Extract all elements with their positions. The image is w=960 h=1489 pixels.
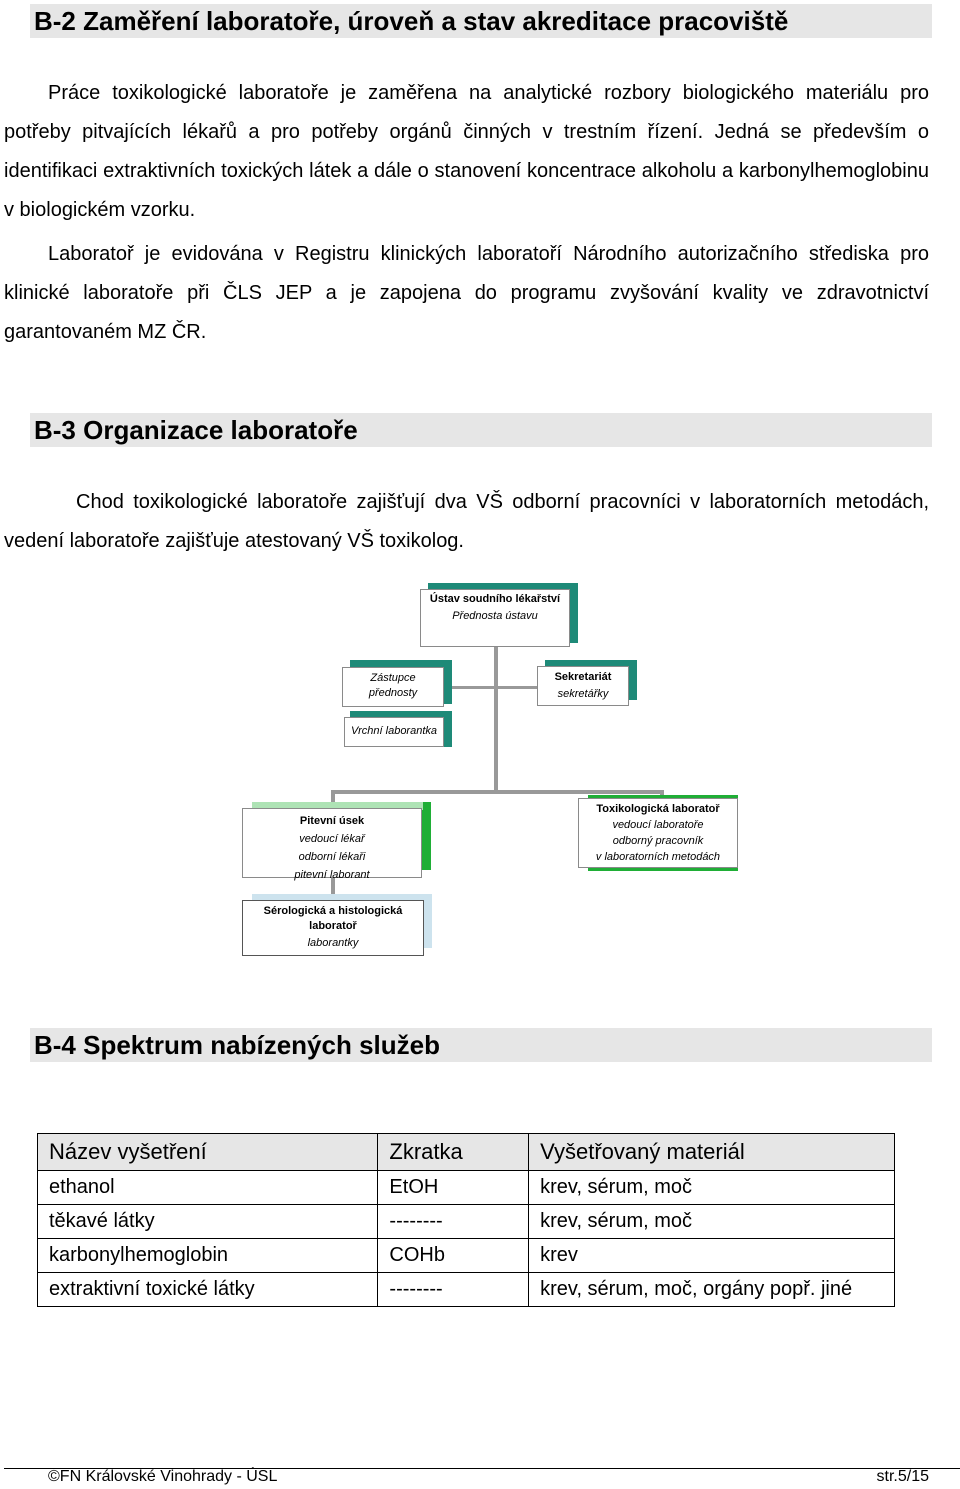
table-row xyxy=(38,1171,895,1205)
section-heading-b4: B-4 Spektrum nabízených služeb xyxy=(30,1028,932,1062)
paragraph-b2-1: Práce toxikologické laboratoře je zaměřena na analytické rozbory biologického materiálu pro potřeby pitvajících lékařů a pro potřeby orgánů činných v trestním řízení. Jedná se především o identifikaci extraktivních toxických látek a dále o stanovení koncentrace alkoholu a karbonylhemoglobinu v biologickém vzorku. xyxy=(4,82,929,221)
paragraph-b2-2: Laboratoř je evidována v Registru klinických laboratoří Národního autorizačního střediska pro klinické laboratoře při ČLS JEP a je zapojena do programu zvyšování kvality ve zdravotnictví garantovaném MZ ČR. xyxy=(4,243,929,343)
org-box-sekretariat: Sekretariát sekretářky xyxy=(537,666,629,706)
org-box-ustav: Ústav soudního lékařství Přednosta ústavu xyxy=(420,589,570,647)
org-box-vrchni: Vrchní laborantka xyxy=(344,717,444,747)
table-cell: -------- xyxy=(378,1273,529,1307)
table-cell: krev xyxy=(529,1239,895,1273)
table-cell: krev, sérum, moč, orgány popř. jiné xyxy=(529,1273,895,1307)
table-header-cell: Název vyšetření xyxy=(38,1134,378,1171)
table-cell: extraktivní toxické látky xyxy=(38,1273,378,1307)
table-cell: -------- xyxy=(378,1205,529,1239)
services-table xyxy=(37,1133,895,1307)
paragraph-b3-1: Chod toxikologické laboratoře zajišťují dva VŠ odborní pracovníci v laboratorních metodách, vedení laboratoře zajišťuje atestovaný VŠ toxikolog. xyxy=(4,491,929,552)
table-header-row xyxy=(38,1134,895,1171)
table-cell: karbonylhemoglobin xyxy=(38,1239,378,1273)
table-row xyxy=(38,1239,895,1273)
section-heading-b3: B-3 Organizace laboratoře xyxy=(30,413,932,447)
table-header-cell: Zkratka xyxy=(378,1134,529,1171)
org-box-toxikologicka: Toxikologická laboratoř vedoucí laboratoře odborný pracovník v laboratorních metodách xyxy=(578,798,738,868)
table-cell: těkavé látky xyxy=(38,1205,378,1239)
table-cell: ethanol xyxy=(38,1171,378,1205)
org-box-serologicka: Sérologická a histologická laboratoř laborantky xyxy=(242,900,424,956)
table-cell: krev, sérum, moč xyxy=(529,1171,895,1205)
footer-copyright: ©FN Královské Vinohrady - ÚSL xyxy=(48,1468,278,1485)
table-cell: COHb xyxy=(378,1239,529,1273)
footer-page-number: str.5/15 xyxy=(876,1468,929,1485)
section-heading-b2: B-2 Zaměření laboratoře, úroveň a stav akreditace pracoviště xyxy=(30,4,932,38)
table-row xyxy=(38,1205,895,1239)
table-cell: EtOH xyxy=(378,1171,529,1205)
org-box-pitevni: Pitevní úsek vedoucí lékař odborní lékaři pitevní laborant xyxy=(242,808,422,878)
table-row xyxy=(38,1273,895,1307)
table-header-cell: Vyšetřovaný materiál xyxy=(529,1134,895,1171)
table-cell: krev, sérum, moč xyxy=(529,1205,895,1239)
org-box-zastupce: Zástupce přednosty xyxy=(342,667,444,707)
